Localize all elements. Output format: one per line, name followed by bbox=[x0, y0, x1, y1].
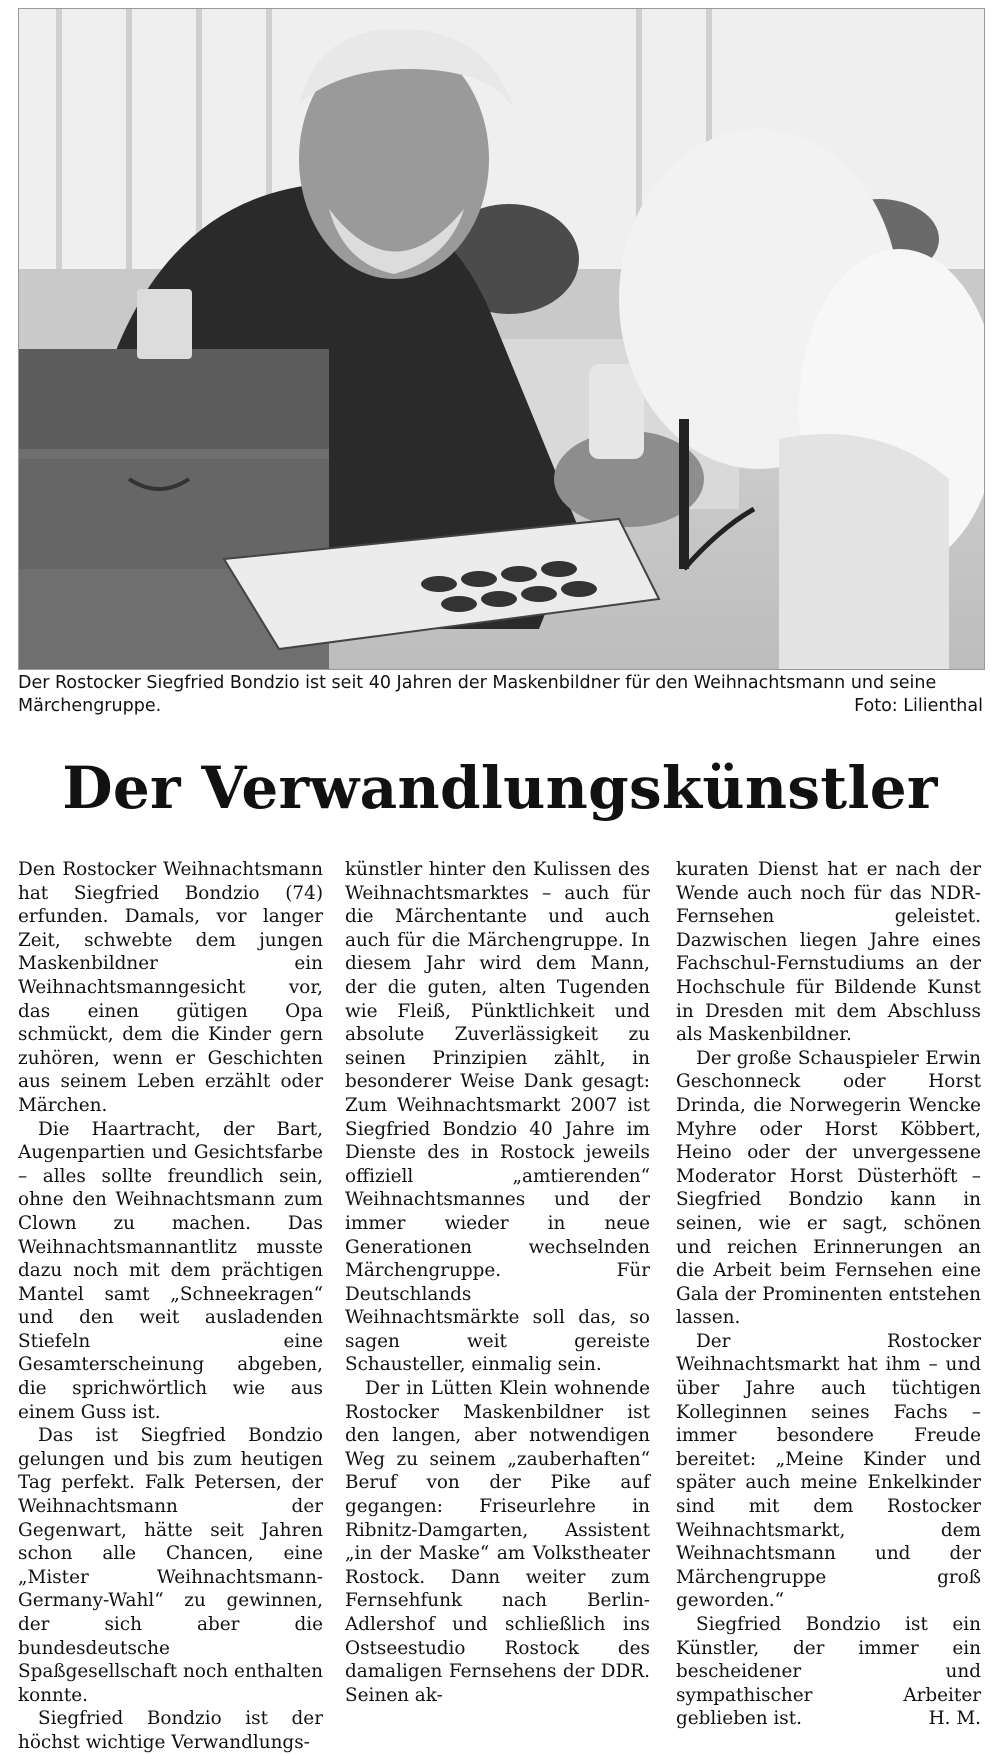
paragraph: Den Rostocker Weihnachtsmann hat Siegfried Bondzio (74) erfunden. Damals, vor langer Zeit, schwebte dem jungen Maskenbildner ein Weihnachtsmanngesicht vor, das einen gütigen Opa schmückt, dem die Kinder gern zuhören, wenn er Geschichten aus seinem Leben erzählt oder Märchen. bbox=[18, 859, 323, 1116]
author-signature: H. M. bbox=[928, 1708, 981, 1730]
paragraph: Der in Lütten Klein wohnende Rostocker Maskenbildner ist den langen, aber notwendigen Weg zu seinem „zauberhaften“ Beruf von der Pike auf gegangen: Friseurlehre in Ribnitz-Damgarten, Assistent „in der Maske“ am Volkstheater Rostock. Dann weiter zum Fernsehfunk nach Berlin-Adlershof und schließlich ins Ostseestudio Rostock des damaligen Fernsehens der DDR. Seinen ak- bbox=[345, 1378, 650, 1706]
paragraph-text: Siegfried Bondzio ist ein Künstler, der immer ein bescheidener und sympathischer Arbeiter geblieben ist. bbox=[676, 1614, 981, 1730]
article-column-2 bbox=[345, 858, 650, 1707]
headline: Der Verwandlungskünstler bbox=[62, 754, 938, 822]
article-photo bbox=[18, 8, 985, 670]
article-column-3 bbox=[676, 858, 981, 1731]
paragraph: Die Haartracht, der Bart, Augenpartien und Gesichtsfarbe – alles sollte freundlich sein, ohne den Weihnachtsmann zum Clown zu machen. Das Weihnachtsmannantlitz musste dazu noch mit dem prächtigen Mantel samt „Schneekragen“ und den weit ausladenden Stiefeln eine Gesamterscheinung abgeben, die sprichwörtlich wie aus einem Guss ist. bbox=[18, 1118, 323, 1423]
photo-portrait-icon bbox=[19, 9, 984, 669]
paragraph: künstler hinter den Kulissen des Weihnachtsmarktes – auch für die Märchentante und auch auch für die Märchengruppe. In diesem Jahr wird dem Mann, der die guten, alten Tugenden wie Fleiß, Pünktlichkeit und absolute Zuverlässigkeit zu seinen Prinzipien zählt, in besonderer Weise Dank gesagt: Zum Weihnachtsmarkt 2007 ist Siegfried Bondzio 40 Jahre im Dienste des in Rostock jeweils offiziell „amtierenden“ Weihnachtsmannes und der immer wieder in neue Generationen wechselnden Märchengruppe. Für Deutschlands Weihnachtsmärkte soll das, so sagen weit gereiste Schausteller, einmalig sein. bbox=[345, 859, 650, 1376]
photo-caption bbox=[18, 672, 983, 718]
caption-text: Der Rostocker Siegfried Bondzio ist seit 40 Jahren der Maskenbildner für den Weihnachtsmann und seine Märchengruppe. bbox=[18, 673, 937, 716]
paragraph: Der große Schauspieler Erwin Geschonneck oder Horst Drinda, die Norwegerin Wencke Myhre oder Horst Köbbert, Heino oder der unvergessene Moderator Horst Düsterhöft – Siegfried Bondzio kann in seinen, wie er sagt, schönen und reichen Erinnerungen an die Arbeit beim Fernsehen eine Gala der Prominenten entstehen lassen. bbox=[676, 1047, 981, 1329]
article-column-1 bbox=[18, 858, 323, 1755]
paragraph: Der Rostocker Weihnachtsmarkt hat ihm – und über Jahre auch tüchtigen Kolleginnen seines Fachs – immer besondere Freude bereitet: „Meine Kinder und später auch meine Enkelkinder sind mit dem Rostocker Weihnachtsmarkt, dem Weihnachtsmann und der Märchengruppe groß geworden.“ bbox=[676, 1330, 981, 1612]
paragraph: Das ist Siegfried Bondzio gelungen und bis zum heutigen Tag perfekt. Falk Petersen, der Weihnachtsmann der Gegenwart, hätte seit Jahren schon alle Chancen, eine „Mister Weihnachtsmann-Germany-Wahl“ zu gewinnen, der sich aber die bundesdeutsche Spaßgesellschaft noch enthalten konnte. bbox=[18, 1425, 323, 1706]
paragraph: Siegfried Bondzio ist der höchst wichtige Verwandlungs- bbox=[18, 1708, 323, 1753]
paragraph: kuraten Dienst hat er nach der Wende auch noch für das NDR-Fernsehen geleistet. Dazwischen liegen Jahre eines Fachschul-Fernstudiums an der Hochschule für Bildende Kunst in Dresden mit dem Abschluss als Maskenbildner. bbox=[676, 859, 981, 1046]
photo-credit: Foto: Lilienthal bbox=[854, 696, 983, 716]
paragraph-last bbox=[676, 1613, 981, 1731]
